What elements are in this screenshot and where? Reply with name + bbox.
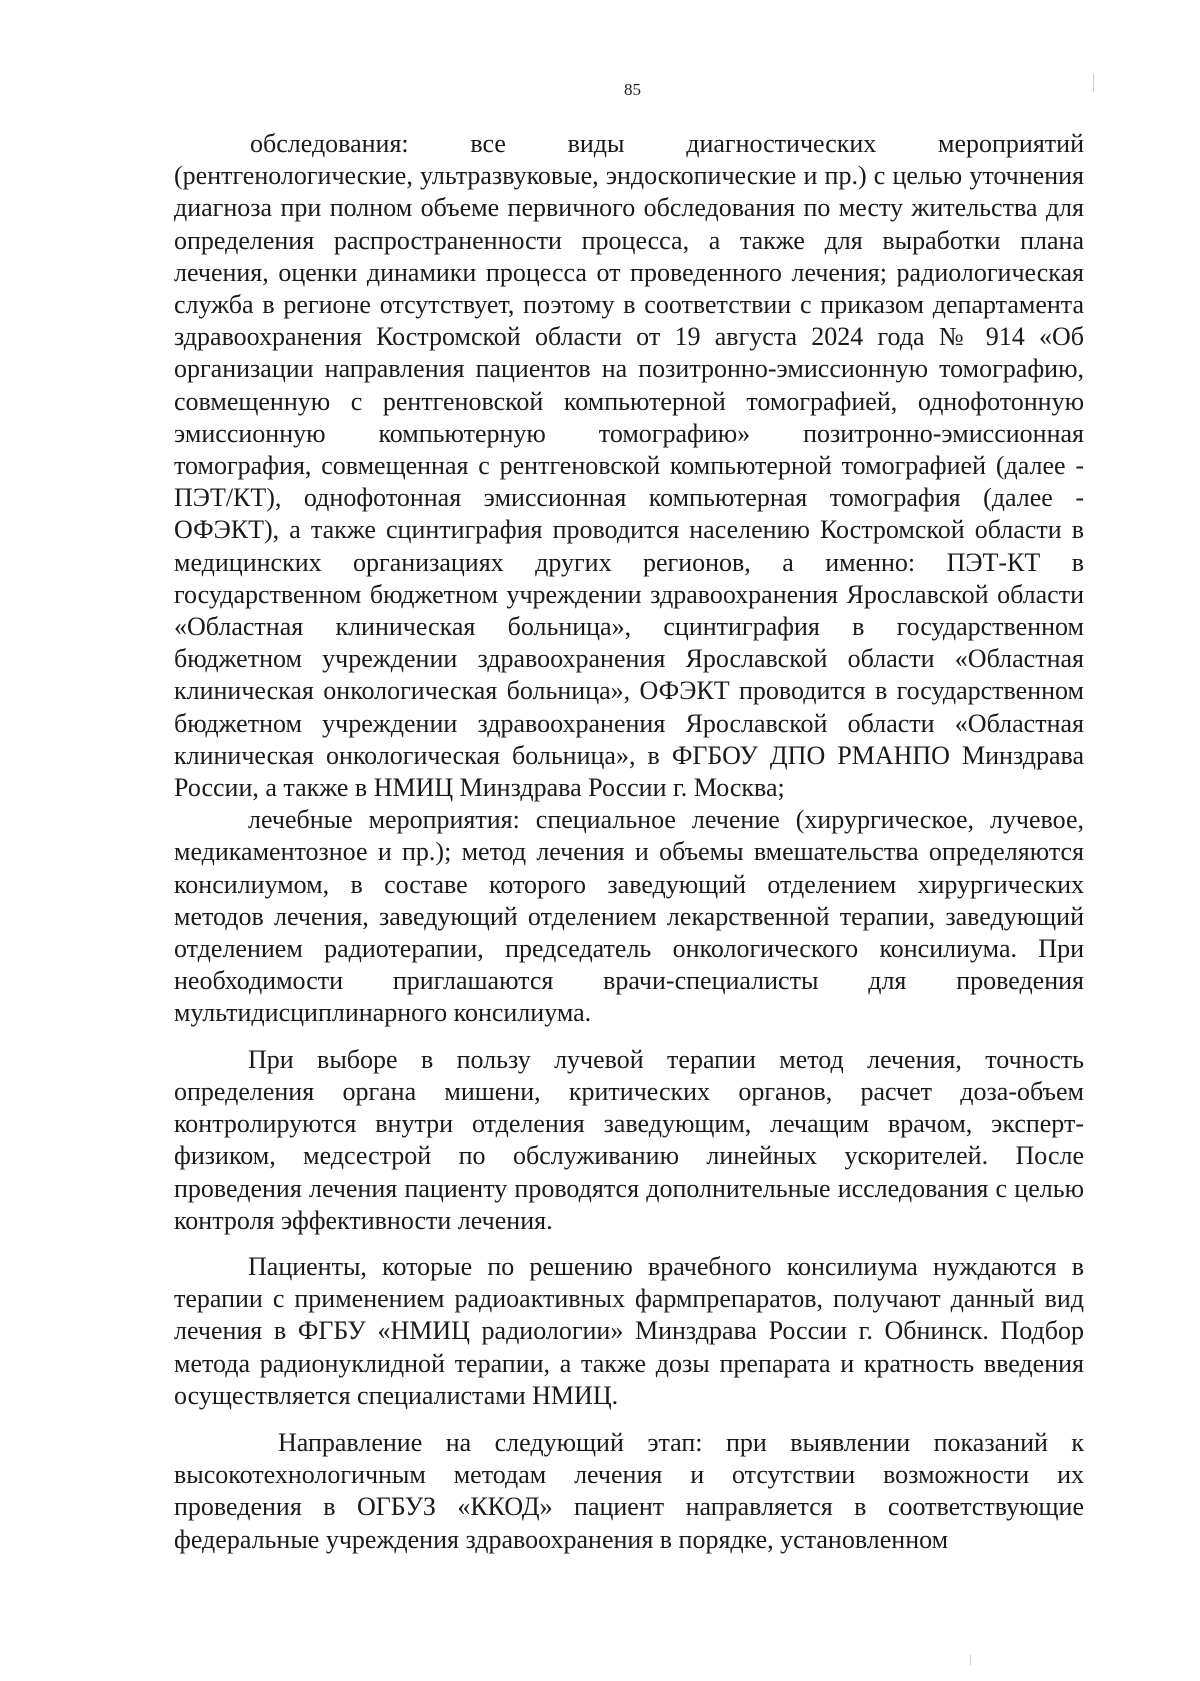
document-body xyxy=(174,128,1084,1556)
scan-artifact xyxy=(970,1655,971,1665)
paragraph-radionuclide-therapy: Пациенты, которые по решению врачебного консилиума нуждаются в терапии с применением радиоактивных фармпрепаратов, получают данный вид лечения в ФГБУ «НМИЦ радиологии» Минздрава России г. Обнинск. Подбор метода радионуклидной терапии, а также дозы препарата и кратность введения осуществляется специалистами НМИЦ. xyxy=(174,1251,1084,1410)
paragraph-referral: Направление на следующий этап: при выявлении показаний к высокотехнологичным методам лечения и отсутствии возможности их проведения в ОГБУЗ «ККОД» пациент направляется в соответствующие федеральные учреждения здравоохранения в порядке, установленном xyxy=(174,1427,1084,1554)
paragraph-radiotherapy: При выборе в пользу лучевой терапии метод лечения, точность определения органа мишени, критических органов, расчет доза-объем контролируются внутри отделения заведующим, лечащим врачом, эксперт-физиком, медсестрой по обслуживанию линейных ускорителей. После проведения лечения пациенту проводятся дополнительные исследования с целью контроля эффективности лечения. xyxy=(174,1044,1084,1235)
page-number: 85 xyxy=(624,80,641,99)
paragraph-treatment: лечебные мероприятия: специальное лечение (хирургическое, лучевое, медикаментозное и пр.); метод лечения и объемы вмешательства определяются консилиумом, в составе которого заведующий отделением хирургических методов лечения, заведующий отделением лекарственной терапии, заведующий отделением радиотерапии, председатель онкологического консилиума. При необходимости приглашаются врачи-специалисты для проведения мультидисциплинарного консилиума. xyxy=(174,805,1084,1028)
paragraph-diagnostics: обследования: все виды диагностических мероприятий (рентгенологические, ультразвуковые, эндоскопические и пр.) с целью уточнения диагноза при полном объеме первичного обследования по месту жительства для определения распространенности процесса, а также для выработки плана лечения, оценки динамики процесса от проведенного лечения; радиологическая служба в регионе отсутствует, поэтому в соответствии с приказом департамента здравоохранения Костромской области от 19 августа 2024 года № 914 «Об организации направления пациентов на позитронно-эмиссионную томографию, совмещенную с рентгеновской компьютерной томографией, однофотонную эмиссионную компьютерную томографию» позитронно-эмиссионная томография, совмещенная с рентгеновской компьютерной томографией (далее - ПЭТ/КТ), однофотонная эмиссионная компьютерная томография (далее - ОФЭКТ), а также сцинтиграфия проводится населению Костромской области в медицинских организациях других регионов, а именно: ПЭТ-КТ в государственном бюджетном учреждении здравоохранения Ярославской области «Областная клиническая больница», сцинтиграфия в государственном бюджетном учреждении здравоохранения Ярославской области «Областная клиническая онкологическая больница», ОФЭКТ проводится в государственном бюджетном учреждении здравоохранения Ярославской области «Областная клиническая онкологическая больница», в ФГБОУ ДПО РМАНПО Минздрава России, а также в НМИЦ Минздрава России г. Москва; xyxy=(174,129,1084,803)
scan-artifact xyxy=(1093,74,1094,92)
